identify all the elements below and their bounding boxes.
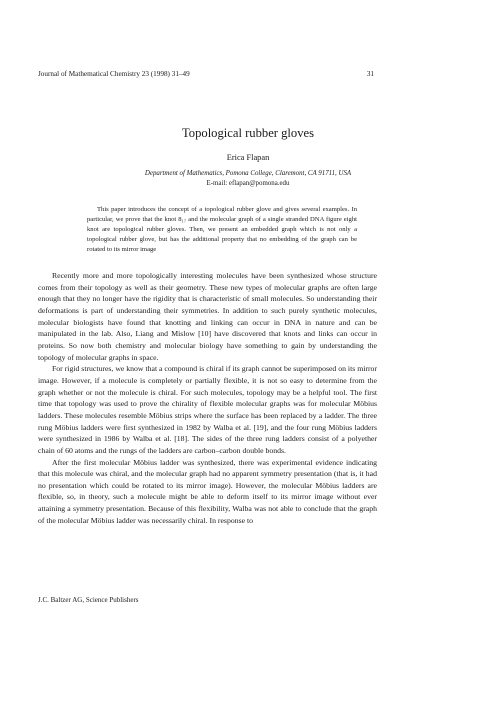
author-name: Erica Flapan bbox=[226, 153, 270, 162]
body-text bbox=[38, 270, 377, 526]
abstract bbox=[87, 205, 357, 255]
paragraph-2: For rigid structures, we know that a compound is chiral if its graph cannot be superimposed on its mirror image. However, if a molecule is completely or partially flexible, it is not so easy to determine from the graph whether or not the molecule is chiral. For such molecules, topology may be a helpful tool. The first time that topology was used to prove the chirality of flexible molecular graphs was for molecular Möbius ladders. These molecules resemble Möbius strips where the surface has been replaced by a ladder. The three rung Möbius ladders were first synthesized in 1982 by Walba et al. [19], and the four rung Möbius ladders were synthesized in 1986 by Walba et al. [18]. The sides of the three rung ladders consist of a polyether chain of 60 atoms and the rungs of the ladders are carbon–carbon double bonds. bbox=[38, 364, 377, 455]
affiliation-block bbox=[0, 169, 496, 189]
page-number: 31 bbox=[366, 70, 374, 78]
paragraph-3: After the first molecular Möbius ladder was synthesized, there was experimental evidence indicating that this molecule was chiral, and the molecular graph had no apparent symmetry presentation (that is, it had no presentation which could be rotated to its mirror image). However, the molecular Möbius ladders are flexible, so, in theory, such a molecule might be able to deform itself to its mirror image without ever attaining a symmetry presentation. Because of this flexibility, Walba was not able to conclude that the graph of the molecular Möbius ladder was necessarily chiral. In response to bbox=[38, 457, 377, 525]
paragraph-1: Recently more and more topologically interesting molecules have been synthesized whose structure comes from their topology as well as their geometry. These new types of molecular graphs are often large enough that they no longer have the rigidity that is characteristic of small molecules. So understanding their deformations is part of understanding their symmetries. In addition to such purely synthetic molecules, molecular biologists have found that knotting and linking can occur in DNA in nature and can be manipulated in the lab. Also, Liang and Mislow [10] have discovered that knots and links can occur in proteins. So now both chemistry and molecular biology have something to gain by understanding the topology of molecular graphs in space. bbox=[38, 271, 377, 362]
publisher-footer: J.C. Baltzer AG, Science Publishers bbox=[38, 596, 139, 604]
running-head bbox=[38, 70, 374, 78]
paper-title: Topological rubber gloves bbox=[181, 126, 315, 140]
author-email: E-mail: eflapan@pomona.edu bbox=[206, 180, 290, 187]
journal-citation: Journal of Mathematical Chemistry 23 (1998) 31–49 bbox=[38, 70, 190, 78]
abstract-text: This paper introduces the concept of a topological rubber glove and gives several examples. In particular, we prove that the knot 8₁₇ and the molecular graph of a single stranded DNA figure eight knot are topological rubber gloves. Then, we present an embedded graph which is not only a topological rubber glove, but has the additional property that no embedding of the graph can be rotated to its mirror image bbox=[87, 206, 357, 253]
department: Department of Mathematics, Pomona College, Claremont, CA 91711, USA bbox=[144, 170, 352, 177]
